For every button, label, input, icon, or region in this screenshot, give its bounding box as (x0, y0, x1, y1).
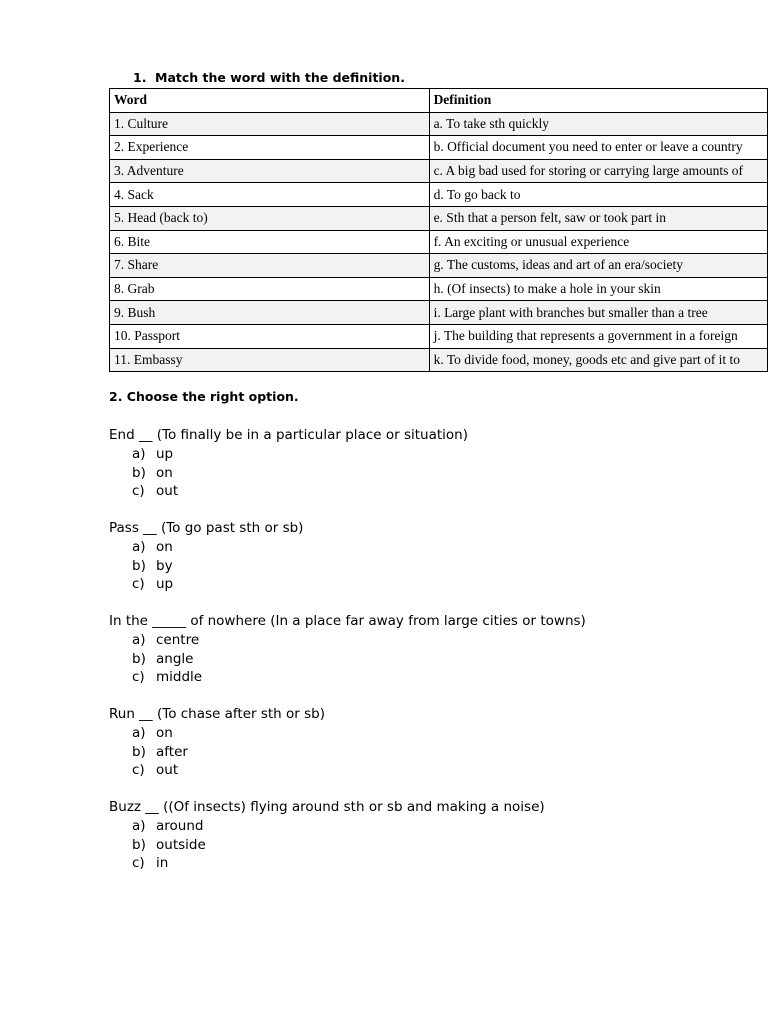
definition-cell: g. The customs, ideas and art of an era/society (429, 254, 767, 278)
option-c (109, 668, 586, 687)
option-text: by (156, 557, 173, 574)
option-a (109, 631, 586, 650)
question-buzz (109, 797, 545, 873)
question-prompt: Run __ (To chase after sth or sb) (109, 706, 325, 722)
question-pass (109, 518, 303, 594)
question-prompt: Buzz __ ((Of insects) flying around sth or sb and making a noise) (109, 799, 545, 815)
table-row (110, 301, 768, 325)
option-letter: a) (132, 539, 146, 555)
option-letter: b) (132, 743, 146, 760)
table-row (110, 136, 768, 160)
option-c (109, 482, 468, 501)
option-c (109, 761, 325, 780)
option-letter: b) (132, 836, 146, 853)
table-row (110, 183, 768, 207)
option-text: in (156, 855, 169, 872)
matching-table (109, 88, 768, 372)
option-b (109, 557, 303, 576)
word-cell: 8. Grab (110, 277, 430, 301)
option-text: up (156, 446, 174, 462)
word-cell: 1. Culture (110, 112, 430, 136)
word-cell: 10. Passport (110, 324, 430, 348)
option-c (109, 575, 303, 594)
question-prompt: Pass __ (To go past sth or sb) (109, 520, 304, 536)
option-letter: c) (132, 483, 145, 500)
option-text: around (156, 818, 204, 834)
option-text: out (156, 483, 179, 500)
table-row (110, 230, 768, 254)
option-b (109, 743, 325, 762)
table-row (110, 112, 768, 136)
table-row (110, 324, 768, 348)
option-text: up (156, 576, 174, 593)
option-text: on (156, 725, 173, 741)
option-a (109, 538, 303, 557)
definition-cell: f. An exciting or unusual experience (429, 230, 767, 254)
question-prompt: In the _____ of nowhere (In a place far away from large cities or towns) (109, 613, 586, 629)
table-row (110, 348, 768, 372)
word-cell: 7. Share (110, 254, 430, 278)
option-letter: c) (132, 576, 145, 593)
definition-cell: h. (Of insects) to make a hole in your skin (429, 277, 767, 301)
option-a (109, 445, 468, 464)
option-b (109, 650, 586, 669)
option-letter: c) (132, 762, 145, 779)
option-text: centre (156, 632, 200, 648)
table-row (110, 254, 768, 278)
header-definition: Definition (429, 89, 767, 113)
option-text: angle (156, 650, 194, 667)
option-letter: a) (132, 632, 146, 648)
definition-cell: a. To take sth quickly (429, 112, 767, 136)
option-b (109, 464, 468, 483)
section2-heading: 2. Choose the right option. (109, 389, 299, 404)
option-c (109, 854, 545, 873)
word-cell: 11. Embassy (110, 348, 430, 372)
option-letter: b) (132, 557, 146, 574)
table-row (110, 206, 768, 230)
section1-heading (133, 70, 405, 85)
definition-cell: e. Sth that a person felt, saw or took part in (429, 206, 767, 230)
option-text: middle (156, 669, 203, 686)
word-cell: 4. Sack (110, 183, 430, 207)
option-b (109, 836, 545, 855)
option-text: after (156, 743, 188, 760)
word-cell: 3. Adventure (110, 159, 430, 183)
definition-cell: j. The building that represents a government in a foreign (429, 324, 767, 348)
word-cell: 6. Bite (110, 230, 430, 254)
word-cell: 5. Head (back to) (110, 206, 430, 230)
option-letter: c) (132, 669, 145, 686)
option-letter: b) (132, 464, 146, 481)
option-letter: b) (132, 650, 146, 667)
table-row (110, 277, 768, 301)
option-letter: a) (132, 725, 146, 741)
word-cell: 2. Experience (110, 136, 430, 160)
definition-cell: k. To divide food, money, goods etc and give part of it to (429, 348, 767, 372)
option-a (109, 817, 545, 836)
option-text: on (156, 539, 173, 555)
definition-cell: b. Official document you need to enter or leave a country (429, 136, 767, 160)
header-word: Word (110, 89, 430, 113)
word-cell: 9. Bush (110, 301, 430, 325)
option-letter: a) (132, 818, 146, 834)
question-prompt: End __ (To finally be in a particular place or situation) (109, 427, 468, 443)
section1-number: 1. (133, 70, 147, 85)
question-end (109, 425, 468, 501)
option-a (109, 724, 325, 743)
option-letter: a) (132, 446, 146, 462)
table-row (110, 159, 768, 183)
definition-cell: i. Large plant with branches but smaller than a tree (429, 301, 767, 325)
option-text: out (156, 762, 179, 779)
option-letter: c) (132, 855, 145, 872)
definition-cell: c. A big bad used for storing or carrying large amounts of (429, 159, 767, 183)
table-header-row (110, 89, 768, 113)
section1-title: Match the word with the definition. (155, 70, 405, 85)
question-in-the-middle (109, 611, 586, 687)
definition-cell: d. To go back to (429, 183, 767, 207)
question-run (109, 704, 325, 780)
option-text: outside (156, 836, 206, 853)
option-text: on (156, 464, 173, 481)
